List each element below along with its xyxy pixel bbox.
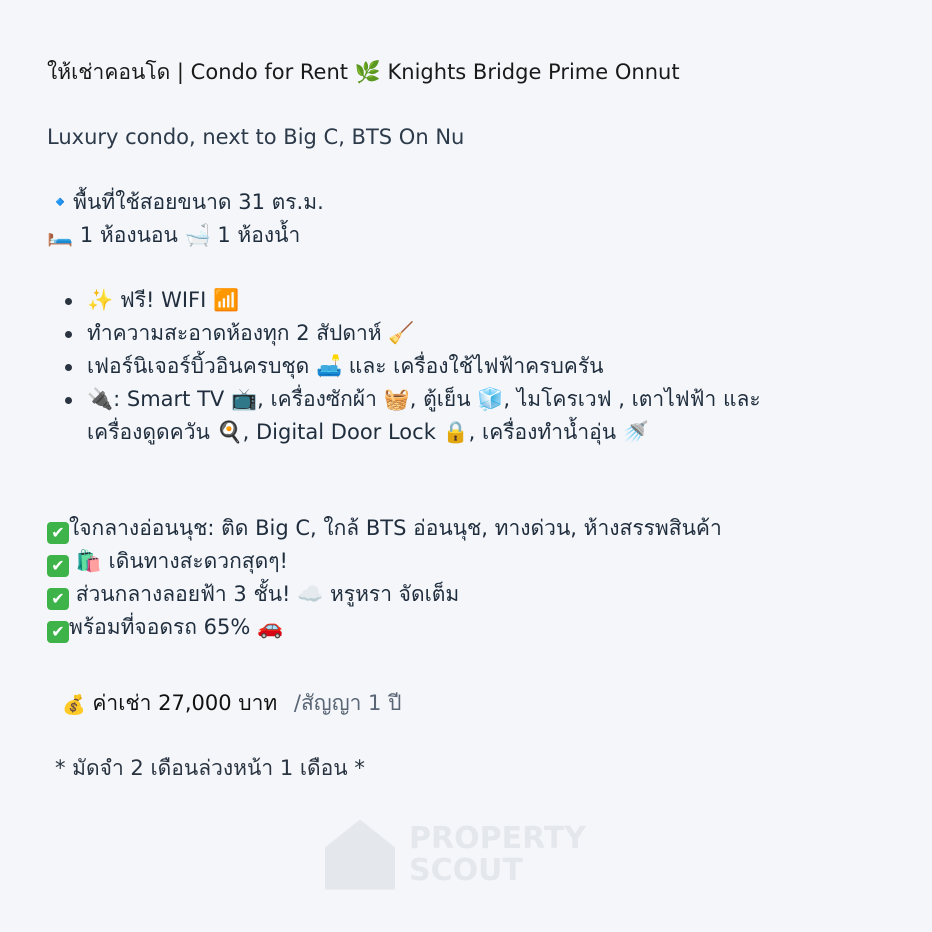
watermark-logo	[325, 812, 615, 897]
money-bag-icon: 💰	[62, 694, 86, 716]
watermark-line: PROPERTY	[409, 820, 587, 856]
highlight-item	[47, 611, 907, 644]
list-item: เฟอร์นิเจอร์บิ้วอินครบชุด 🛋️ และ เครื่องใช้ไฟฟ้าครบครัน	[87, 350, 907, 383]
check-icon: ✔	[47, 621, 69, 643]
watermark-line: SCOUT	[409, 852, 523, 888]
listing-post	[47, 56, 907, 785]
deposit-note: * มัดจำ 2 เดือนล่วงหน้า 1 เดือน *	[55, 756, 365, 780]
highlight-text: ส่วนกลางลอยฟ้า 3 ชั้น! ☁️ หรูหรา จัดเต็ม	[75, 582, 460, 606]
contract-term: /สัญญา 1 ปี	[293, 691, 402, 715]
highlight-item	[47, 578, 907, 611]
price-amount: ค่าเช่า 27,000 บาท	[92, 691, 278, 715]
highlight-text: พร้อมที่จอดรถ 65% 🚗	[69, 615, 284, 639]
check-icon: ✔	[47, 588, 69, 610]
list-item: ทำความสะอาดห้องทุก 2 สัปดาห์ 🧹	[87, 317, 907, 350]
highlight-text: ใจกลางอ่อนนุช: ติด Big C, ใกล้ BTS อ่อนนุช, ทางด่วน, ห้างสรรพสินค้า	[69, 516, 722, 540]
listing-subtitle: Luxury condo, next to Big C, BTS On Nu	[47, 125, 465, 149]
check-icon: ✔	[47, 555, 69, 577]
size-line: 🔹พื้นที่ใช้สอยขนาด 31 ตร.ม.	[47, 190, 324, 214]
house-icon	[325, 820, 395, 890]
rooms-line: 🛏️ 1 ห้องนอน 🛁 1 ห้องน้ำ	[47, 223, 301, 247]
list-item: 🔌: Smart TV 📺, เครื่องซักผ้า 🧺, ตู้เย็น 🧊, ไมโครเวฟ , เตาไฟฟ้า และเครื่องดูดควัน 🍳, Digital Door Lock 🔒, เครื่องทำน้ำอุ่น 🚿	[87, 383, 767, 449]
list-item: ✨ ฟรี! WIFI 📶	[87, 284, 907, 317]
highlight-text: 🛍️ เดินทางสะดวกสุดๆ!	[75, 549, 288, 573]
price-line	[62, 687, 907, 720]
listing-title: ให้เช่าคอนโด | Condo for Rent 🌿 Knights Bridge Prime Onnut	[47, 60, 680, 84]
feature-list	[47, 284, 907, 449]
check-icon: ✔	[47, 522, 69, 544]
highlight-item	[47, 512, 907, 545]
highlight-item	[47, 545, 907, 578]
